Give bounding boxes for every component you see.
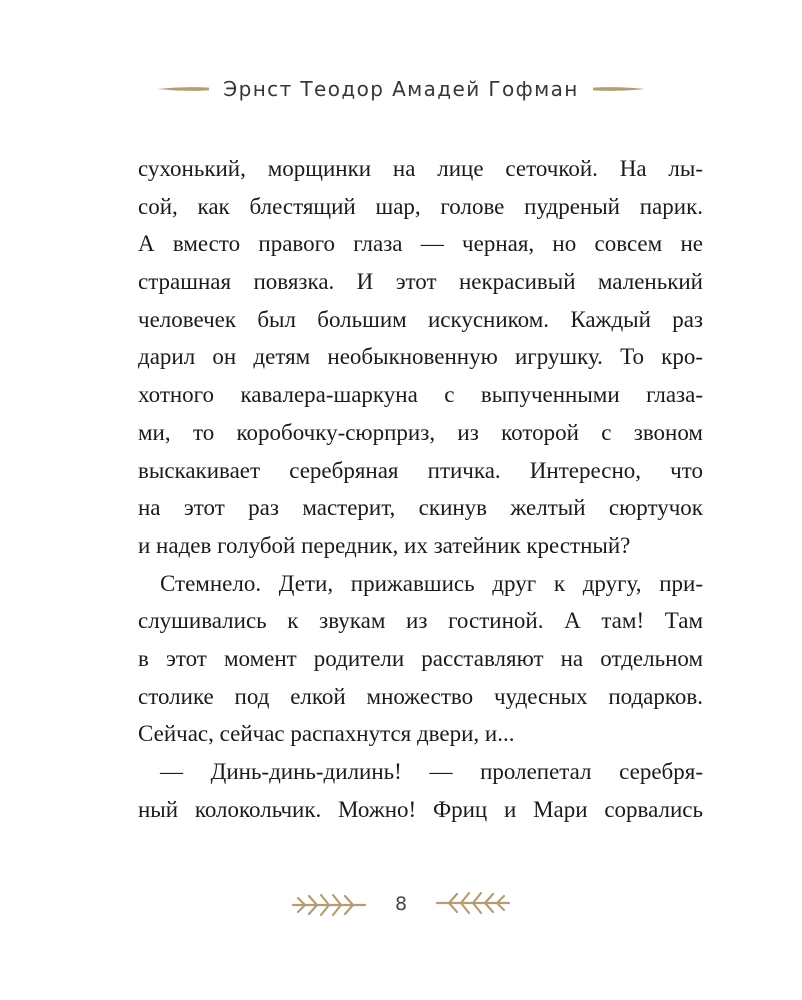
left-leaf-sprig-icon — [289, 890, 367, 918]
text-line: и надев голубой передник, их затейник крестный? — [138, 532, 631, 558]
right-rule-ornament — [593, 85, 645, 93]
text-line: сухонький, морщинки на лице сеточкой. На лы- — [138, 156, 703, 181]
text-line: ми, то коробочку-сюрприз, из которой с звоном — [138, 419, 703, 445]
text-line: Сейчас, сейчас распахнутся двери, и... — [138, 721, 515, 747]
text-line: человечек был большим искусником. Каждый раз — [138, 306, 703, 332]
text-line: выскакивает серебряная птичка. Интересно, что — [138, 457, 703, 483]
text-line: в этот момент родители расставляют на отдельном — [138, 645, 703, 671]
page-number: 8 — [394, 893, 408, 915]
body-text — [138, 150, 703, 828]
text-line: А вместо правого глаза — черная, но совсем не — [138, 231, 703, 257]
text-line: слушивались к звукам из гостиной. А там! Там — [138, 608, 703, 634]
page-footer — [0, 884, 802, 924]
author-name: Эрнст Теодор Амадей Гофман — [223, 77, 579, 101]
text-line: страшная повязка. И этот некрасивый маленький — [138, 269, 703, 295]
text-line: хотного кавалера-шаркуна с выпученными глаза- — [138, 382, 703, 408]
text-line: Стемнело. Дети, прижавшись друг к другу, при- — [160, 570, 703, 596]
text-line: на этот раз мастерит, скинув желтый сюртучок — [138, 495, 703, 521]
left-rule-ornament — [157, 85, 209, 93]
text-line: — Динь-динь-дилинь! — пролепетал серебря- — [160, 759, 703, 784]
running-head — [0, 72, 802, 106]
right-leaf-sprig-icon — [435, 890, 513, 918]
text-line: дарил он детям необыкновенную игрушку. То кро- — [138, 344, 703, 370]
text-line: ный колокольчик. Можно! Фриц и Мари сорвались — [138, 796, 703, 822]
text-line: сой, как блестящий шар, голове пудреный парик. — [138, 193, 703, 219]
text-line: столике под елкой множество чудесных подарков. — [138, 683, 703, 709]
